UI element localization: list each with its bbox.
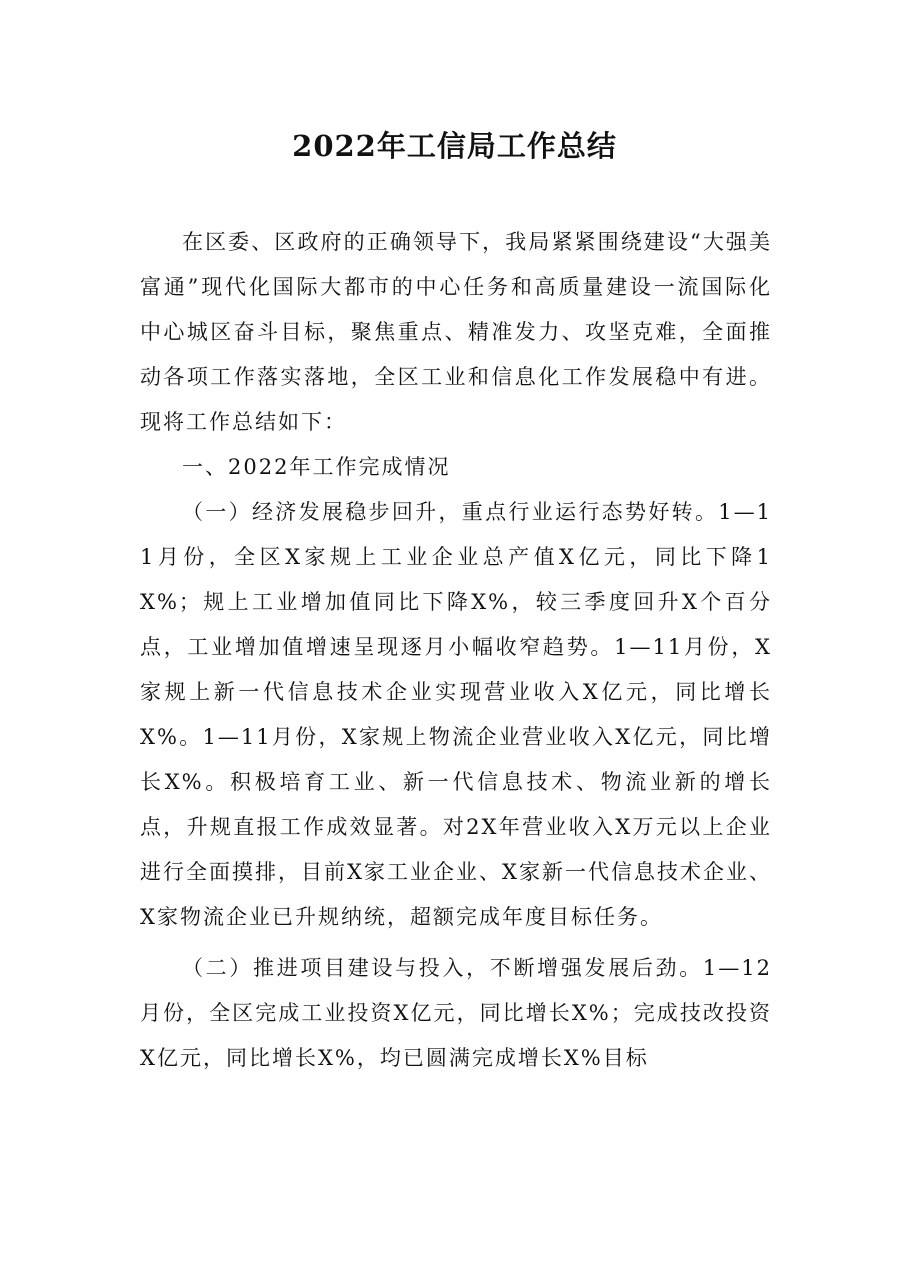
section-heading-1: 一、2022年工作完成情况 bbox=[182, 455, 451, 479]
document-title: 2022年工信局工作总结 bbox=[292, 129, 617, 163]
intro-paragraph: 在区委、区政府的正确领导下，我局紧紧围绕建设“大强美富通”现代化国际大都市的中心任务和高质量建设一流国际化中心城区奋斗目标，聚焦重点、精准发力、攻坚克难，全面推动各项工作落实落地，全区工业和信息化工作发展稳中有进。现将工作总结如下： bbox=[140, 230, 772, 434]
subsection-paragraph-2: （二）推进项目建设与投入，不断增强发展后劲。1—12月份，全区完成工业投资X亿元，同比增长X%；完成技改投资X亿元，同比增长X%，均已圆满完成增长X%目标 bbox=[140, 956, 772, 1070]
document-body bbox=[140, 220, 772, 1081]
subsection-paragraph-1: （一）经济发展稳步回升，重点行业运行态势好转。1—11月份，全区X家规上工业企业总产值X亿元，同比下降1X%；规上工业增加值同比下降X%，较三季度回升X个百分点，工业增加值增速呈现逐月小幅收窄趋势。1—11月份，X家规上新一代信息技术企业实现营业收入X亿元，同比增长X%。1—11月份，X家规上物流企业营业收入X亿元，同比增长X%。积极培育工业、新一代信息技术、物流业新的增长点，升规直报工作成效显著。对2X年营业收入X万元以上企业进行全面摸排，目前X家工业企业、X家新一代信息技术企业、X家物流企业已升规纳统，超额完成年度目标任务。 bbox=[140, 500, 772, 929]
